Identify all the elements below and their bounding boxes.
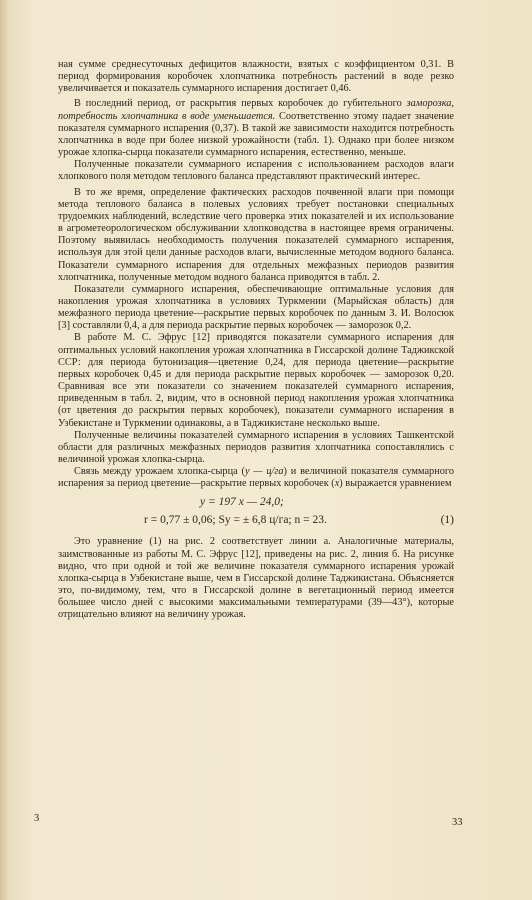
paragraph-8-end: ) выражается уравнением — [339, 478, 452, 490]
paragraph-8-italic-x: x — [334, 478, 340, 490]
paragraph-6: В работе М. С. Эфрус [12] приводятся показатели суммарного испарения для оптимальных условий накопления урожая хлопчатника в Гиссарской долине Таджикской ССР: для периода бутонизация—цветение 0,24, для периода цветение—раскрытие первых коробочек 0,45 и для периода раскрытие первых коробочек — заморозок 0,20. Сравнивая все эти показатели со значением показателей суммарного испарения, приведенным в табл. 2, видим, что в основной период накопления урожая хлопчатника (от цветения до раскрытия первых коробочек), показатели суммарного испарения в Узбекистане и Туркмении одинаковы, а в Таджикистане несколько выше. — [58, 332, 454, 429]
paragraph-8-mid: ) и величиной показателя суммарного испарения за период цветение—раскрытие первых коробочек ( — [58, 466, 454, 490]
regression-equation: y = 197 x — 24,0; — [200, 496, 284, 509]
page-number: 33 — [452, 817, 463, 828]
equation-line-1 — [58, 496, 454, 510]
equation-block — [58, 496, 454, 528]
paragraph-2-italic: заморозка, потребность хлопчатника в воде уменьшается. — [58, 98, 454, 122]
paragraph-2-start: В последний период, от раскрытия первых коробочек до губительного — [74, 98, 407, 110]
paragraph-5: Показатели суммарного испарения, обеспечивающие оптимальные условия для накопления урожая хлопчатника в условиях Туркмении (Марыйская область) для межфазного периода цветение—раскрытие первых коробочек по данным З. И. Волосюк [3] составляли 0,4, а для периода раскрытие первых коробочек — заморозок 0,2. — [58, 283, 454, 332]
signature-mark: 3 — [34, 813, 40, 824]
paragraph-7: Полученные величины показателей суммарного испарения в условиях Ташкентской области для различных межфазных периодов развития хлопчатника сопоставлялись с величиной урожая хлопка-сырца. — [58, 429, 454, 465]
paragraph-1: ная сумме среднесуточных дефицитов влажности, взятых с коэффициентом 0,31. В период формирования коробочек хлопчатника потребность растений в воде резко увеличивается и показатель суммарного испарения достигает 0,46. — [58, 59, 454, 95]
equation-number: (1) — [440, 514, 454, 527]
paragraph-2-end: Соответственно этому падает значение показателя суммарного испарения (0,37). В такой же зависимости находится потребность хлопчатника в воде при более низкой урожайности (табл. 1). Однако при более низком урожае хлопка-сырца показатели суммарного испарения, естественно, меньше. — [58, 110, 454, 159]
paragraph-4: В то же время, определение фактических расходов почвенной влаги при помощи метода теплового баланса в полевых условиях требует постановки специальных трудоемких наблюдений, вследствие чего проверка этих показателей и их использование в агрометеорологическом обслуживании хлопководства в настоящее время ограничены. Поэтому выявилась необходимость получения показателей суммарного испарения, используя для этой цели данные расходов влаги, вычисленные методом водного баланса. Показатели суммарного испарения для отдельных межфазных периодов развития хлопчатника, полученные методом водного баланса приводятся в табл. 2. — [58, 186, 454, 283]
paragraph-8-start: Связь между урожаем хлопка-сырца ( — [74, 466, 245, 478]
equation-line-2 — [58, 514, 454, 528]
paragraph-2 — [58, 98, 454, 159]
paragraph-9: Это уравнение (1) на рис. 2 соответствует линии a. Аналогичные материалы, заимствованные из работы М. С. Эфрус [12], приведены на рис. 2, линия б. На рисунке видно, что при одной и той же величине показателя суммарного испарения урожай хлопка-сырца в Узбекистане выше, чем в Гиссарской долине Таджикистана. Объясняется это, по-видимому, тем, что в Гиссарской долине в вегетационный период имеется большее число дней с высокими максимальными температурами (39—43°), которые отрицательно влияют на величину урожая. — [58, 536, 454, 621]
page-body — [58, 59, 454, 622]
paragraph-3: Полученные показатели суммарного испарения с использованием расходов влаги хлопкового поля методом теплового баланса представляют практический интерес. — [58, 159, 454, 183]
paragraph-8 — [58, 466, 454, 490]
regression-statistics: r = 0,77 ± 0,06; Sy = ± 6,8 ц/га; n = 23. — [144, 514, 327, 527]
page-edge-shadow — [0, 0, 8, 900]
paragraph-8-italic-y: y — ц/га — [244, 466, 284, 478]
